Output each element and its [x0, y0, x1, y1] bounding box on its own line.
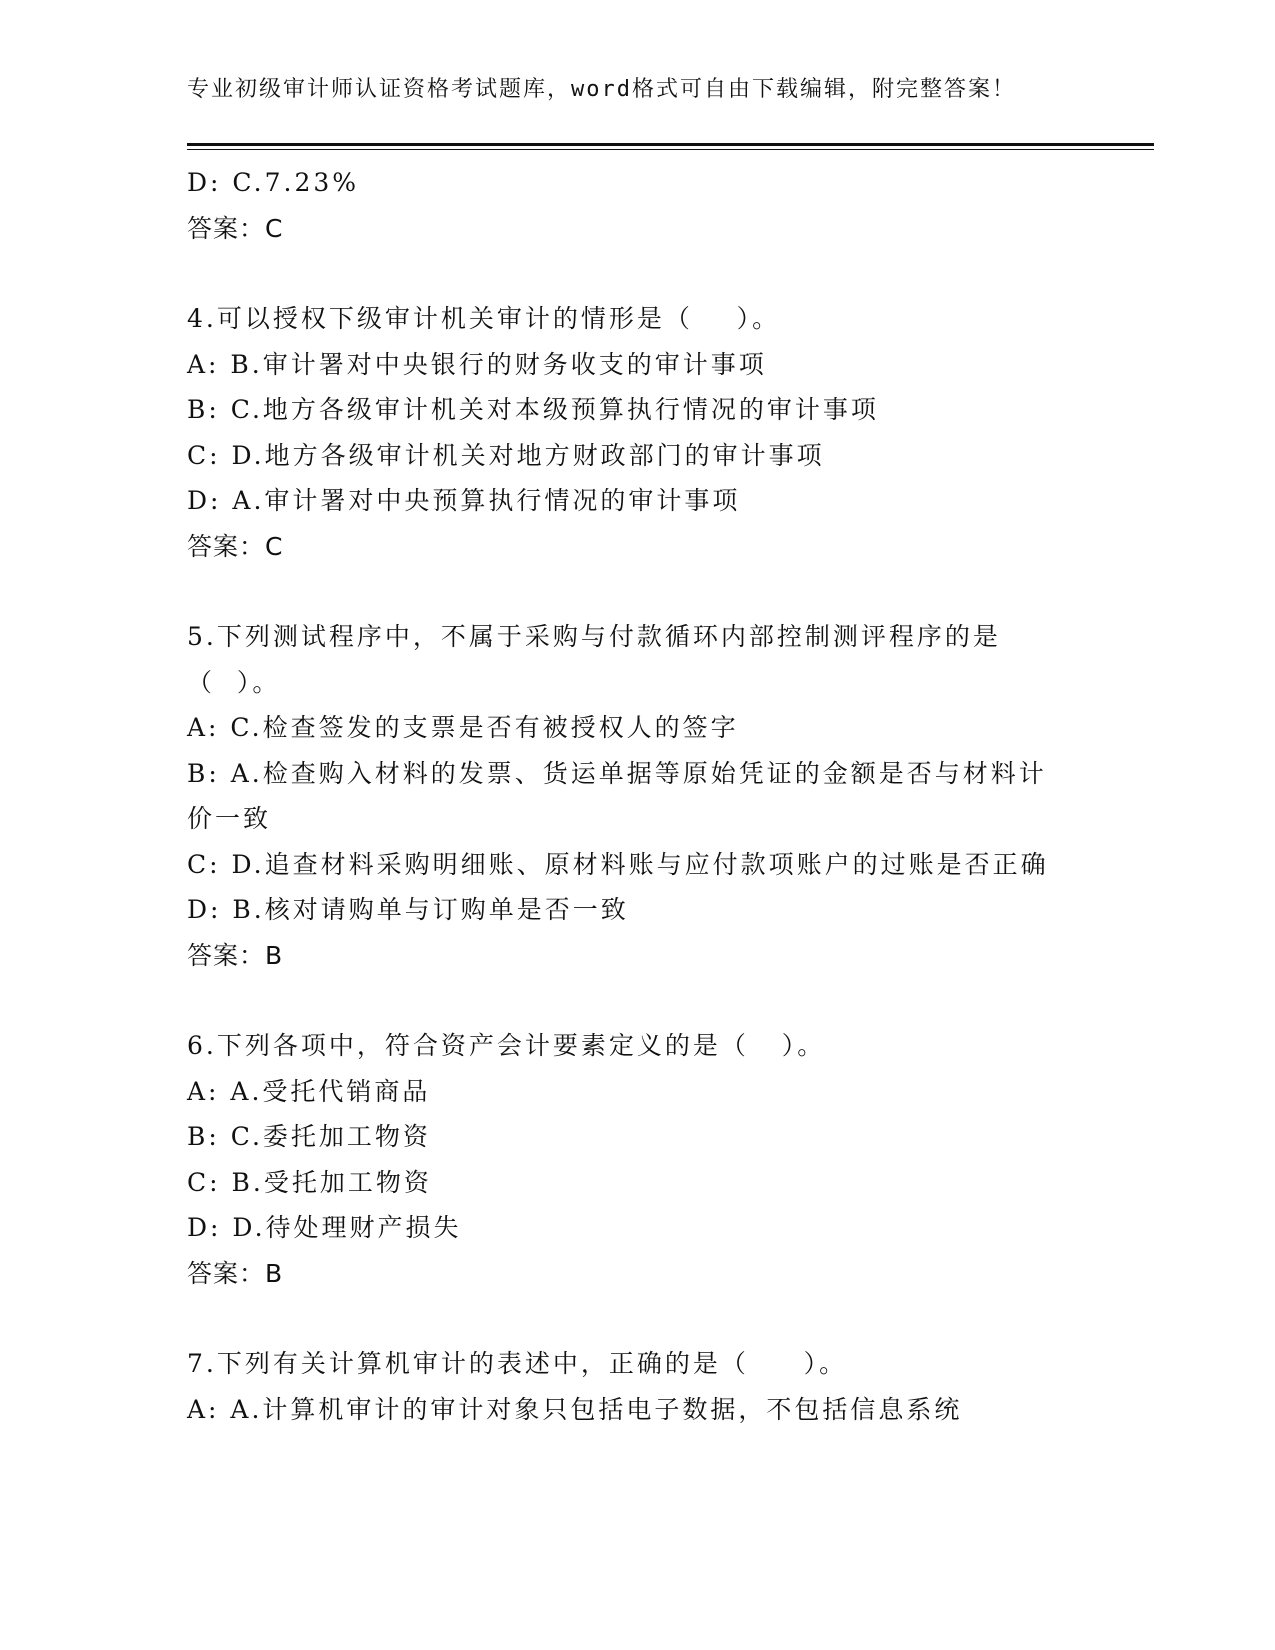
header-rule-thin	[187, 149, 1154, 150]
question-block	[187, 1341, 1087, 1432]
answer-line: 答案：B	[187, 940, 284, 970]
option-line: A: A.受托代销商品	[187, 1076, 431, 1106]
option-line: B: C.地方各级审计机关对本级预算执行情况的审计事项	[187, 395, 879, 424]
option-line: A: C.检查签发的支票是否有被授权人的签字	[187, 713, 739, 742]
option-line: D: D.待处理财产损失	[187, 1213, 462, 1242]
option-line: A: B.审计署对中央银行的财务收支的审计事项	[187, 349, 767, 379]
question-stem: 7.下列有关计算机审计的表述中，正确的是（ ）。	[187, 1349, 848, 1378]
header-rule	[187, 143, 1154, 146]
question-block	[187, 296, 1087, 569]
question-stem: 6.下列各项中，符合资产会计要素定义的是（ ）。	[187, 1031, 826, 1060]
option-line: B: A.检查购入材料的发票、货运单据等原始凭证的金额是否与材料计价一致	[187, 758, 1047, 833]
question-stem: 4.可以授权下级审计机关审计的情形是（ ）。	[187, 304, 781, 333]
question-list	[187, 160, 1087, 1432]
answer-line: 答案：B	[187, 1258, 284, 1288]
option-line: D: B.核对请购单与订购单是否一致	[187, 895, 629, 924]
option-line: D: A.审计署对中央预算执行情况的审计事项	[187, 486, 741, 515]
page-header: 专业初级审计师认证资格考试题库，word格式可自由下载编辑，附完整答案！	[187, 77, 1016, 102]
option-line: C: B.受托加工物资	[187, 1167, 432, 1197]
option-line: A: A.计算机审计的审计对象只包括电子数据，不包括信息系统	[187, 1394, 963, 1424]
answer-line: 答案：C	[187, 213, 284, 243]
option-line: C: D.追查材料采购明细账、原材料账与应付款项账户的过账是否正确	[187, 849, 1049, 879]
question-block	[187, 614, 1087, 978]
question-block	[187, 1023, 1087, 1296]
option-line: B: C.委托加工物资	[187, 1122, 431, 1151]
answer-line: 答案：C	[187, 531, 284, 561]
option-line: C: D.地方各级审计机关对地方财政部门的审计事项	[187, 440, 825, 470]
question-stem: 5.下列测试程序中，不属于采购与付款循环内部控制测评程序的是（ ）。	[187, 622, 1001, 697]
option-line: D: C.7.23%	[187, 168, 360, 197]
